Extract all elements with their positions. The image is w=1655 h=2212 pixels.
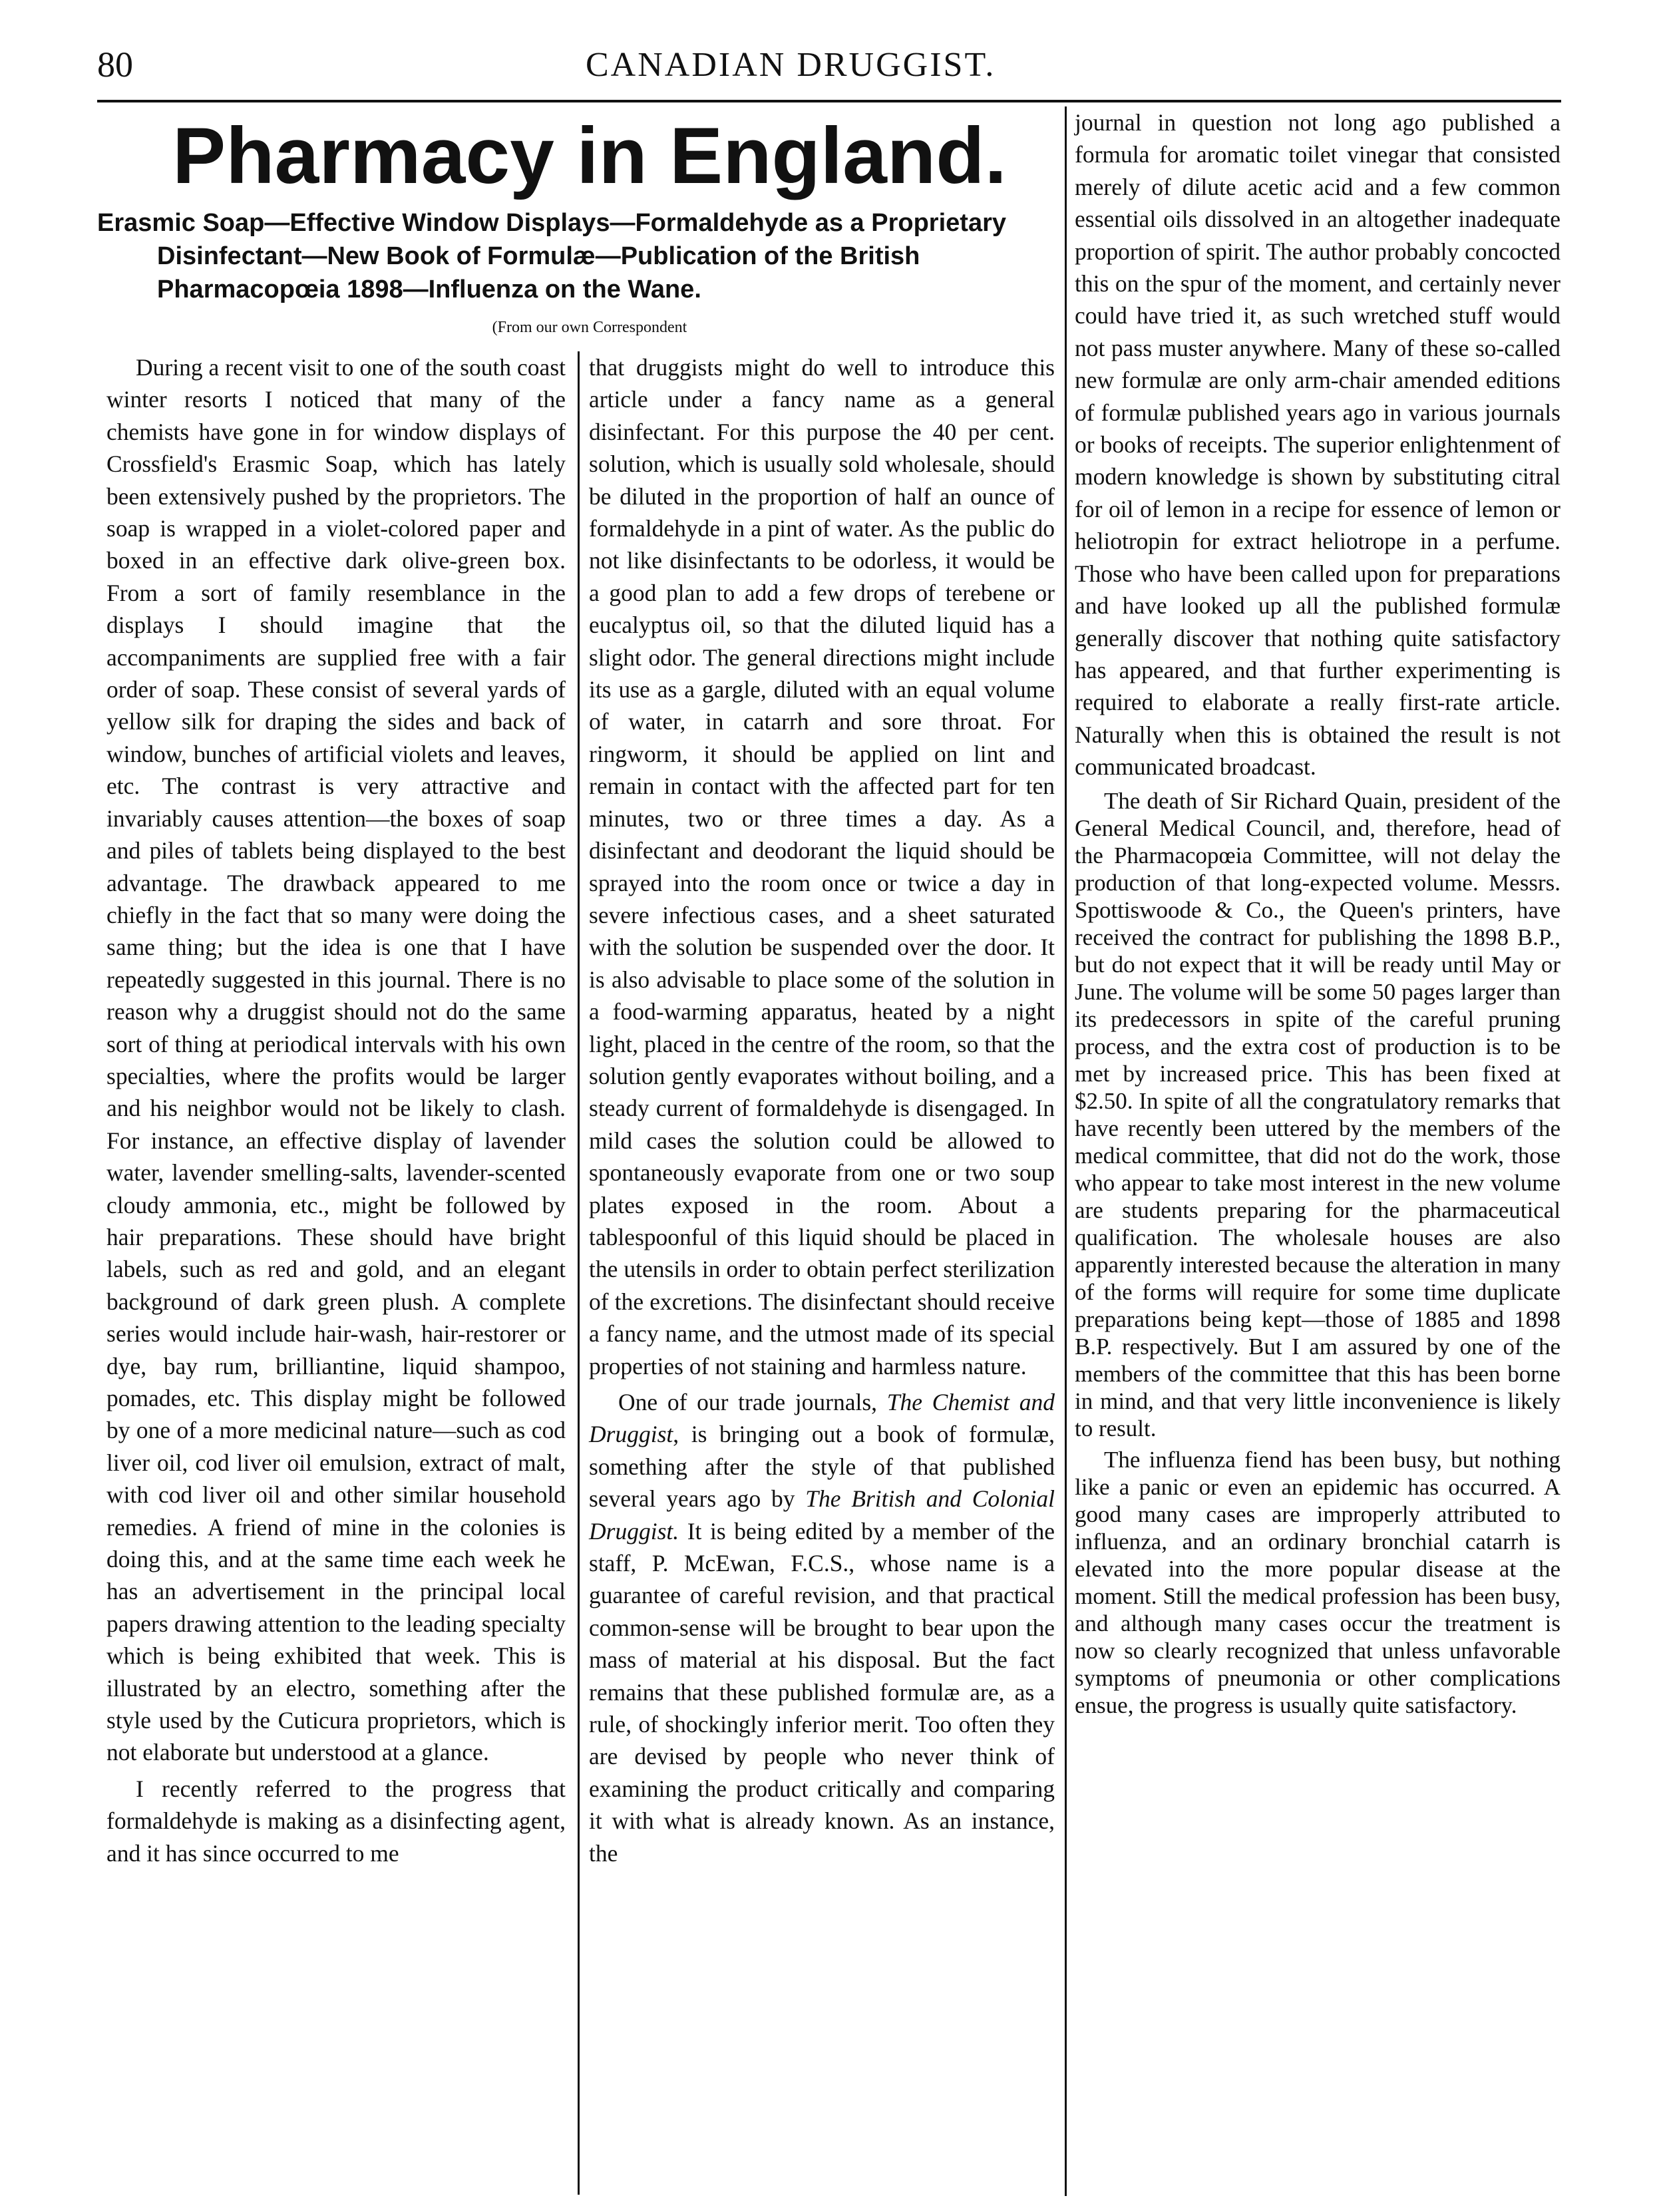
journal-title: The British and Colonial Druggist. <box>589 1485 1055 1545</box>
article-title: Pharmacy in England. <box>172 111 1007 200</box>
paragraph: that druggists might do well to introduce this article under a fancy name as a general disinfectant. For this purpose the 40 per cent. solution, which is usually sold wholesale, should be diluted in the proportion of half an ounce of formaldehyde in a pint of water. As the public do not like disinfectants to be odorless, it would be a good plan to add a few drops of terebene or eucalyptus oil, so that the diluted liquid has a slight odor. The general directions might include its use as a gargle, diluted with an equal volume of water, in catarrh and sore throat. For ringworm, it should be applied on lint and remain in contact with the affected part for ten minutes, two or three times a day. As a disinfectant and deodorant the liquid should be sprayed into the room once or twice a day in severe infectious cases, and a sheet saturated with the solution be suspended over the door. It is also advisable to place some of the solution in a food-warming apparatus, heated by a night light, placed in the centre of the room, so that the solution gently evaporates without boiling, and a steady current of formaldehyde is disengaged. In mild cases the solution could be allowed to spontaneously evaporate from one or two soup plates exposed in the room. About a tablespoonful of this liquid should be placed in the utensils in order to obtain perfect sterilization of the excretions. The disinfectant should receive a fancy name, and the utmost made of its special properties of not staining and harmless nature. <box>589 354 1055 1380</box>
paragraph: I recently referred to the progress that formaldehyde is making as a disinfecting agent, and it has since occurred to me <box>106 1775 566 1867</box>
running-head: CANADIAN DRUGGIST. <box>586 46 996 84</box>
paragraph: During a recent visit to one of the south coast winter resorts I noticed that many of the chemists have gone in for window displays of Crossfield's Erasmic Soap, which has lately been extensively pushed by the proprietors. The soap is wrapped in a violet-colored paper and boxed in an effective dark olive-green box. From a sort of family resemblance in the displays I should imagine that the accompaniments are supplied free with a fair order of soap. These consist of several yards of yellow silk for draping the sides and back of window, bunches of artificial violets and leaves, etc. The contrast is very attractive and invariably causes attention—the boxes of soap and piles of tablets being displayed to the best advantage. The drawback appeared to me chiefly in the fact that so many were doing the same thing; but the idea is one that I have repeatedly suggested in this journal. There is no reason why a druggist should not do the same sort of thing at periodical intervals with his own specialties, where the profits would be larger and his neighbor would not be likely to clash. For instance, an effective display of lavender water, lavender smelling-salts, lavender-scented cloudy ammonia, etc., might be followed by hair preparations. These should have bright labels, such as red and gold, and an elegant background of dark green plush. A complete series would include hair-wash, hair-restorer or dye, bay rum, brilliantine, liquid shampoo, pomades, etc. This display might be followed by one of a more medicinal nature—such as cod liver oil, cod liver oil emulsion, extract of malt, with cod liver oil and other similar household remedies. A friend of mine in the colonies is doing this, and at the same time each week he has an advertisement in the principal local papers drawing attention to the leading specialty which is being exhibited that week. This is illustrated by an electro, something after the style used by the Cuticura proprietors, which is not elaborate but understood at a glance. <box>106 354 566 1766</box>
column-divider <box>1065 106 1067 2196</box>
column-divider <box>578 351 580 2195</box>
page-number: 80 <box>97 45 133 85</box>
text-run: , is bringing out a book of formulæ, something after the style of that published several years ago by <box>589 1421 1055 1513</box>
article-byline: (From our own Correspondent <box>492 319 687 336</box>
column-2 <box>589 351 1055 1869</box>
header-rule <box>97 100 1561 102</box>
paragraph <box>589 1386 1055 1869</box>
article-subtitle: Erasmic Soap—Effective Window Displays—Formaldehyde as a Proprietary Disinfectant—New Book of Formulæ—Publication of the British Pharmacopœia 1898—Influenza on the Wane. <box>97 209 1006 303</box>
paragraph: The influenza fiend has been busy, but nothing like a panic or even an epidemic has occurred. A good many cases are improperly attributed to influenza, and an ordinary bronchial catarrh is elevated into the more popular disease at the moment. Still the medical profession has been busy, and although many cases occur the treatment is now so clearly recognized that unless unfavorable symptoms of pneumonia or other complications ensue, the progress is usually quite satisfactory. <box>1075 1446 1561 1718</box>
text-run: One of our trade journals, <box>618 1389 887 1415</box>
column-3 <box>1075 106 1561 1719</box>
text-run: It is being edited by a member of the staff, P. McEwan, F.C.S., whose name is a guarantee of careful revision, and that practical common-sense will be brought to bear upon the mass of material at his disposal. But the fact remains that these published formulæ are, as a rule, of shockingly inferior merit. Too often they are devised by people who never think of examining the product critically and comparing it with what is already known. As an instance, the <box>589 1517 1055 1867</box>
column-1 <box>106 351 566 1869</box>
journal-title: The Chemist and Druggist <box>589 1389 1055 1448</box>
paragraph: The death of Sir Richard Quain, president of the General Medical Council, and, therefore, head of the Pharmacopœia Committee, will not delay the production of that long-expected volume. Messrs. Spottiswoode & Co., the Queen's printers, have received the contract for publishing the 1898 B.P., but do not expect that it will be ready until May or June. The volume will be some 50 pages larger than its predecessors in spite of the careful pruning process, and the extra cost of production is to be met by increased price. This has been fixed at $2.50. In spite of all the congratulatory remarks that have recently been uttered by the members of the medical committee, that did not do the work, those who appear to take most interest in the new volume are students preparing for the pharmaceutical qualification. The wholesale houses are also apparently interested because the alteration in many of the forms will require for some time duplicate preparations being kept—those of 1885 and 1898 B.P. respectively. But I am assured by one of the members of the committee that this has been borne in mind, and that very little inconvenience is likely to result. <box>1075 787 1561 1441</box>
paragraph: journal in question not long ago published a formula for aromatic toilet vinegar that consisted merely of dilute acetic acid and a few common essential oils dissolved in an altogether inadequate proportion of spirit. The author probably concocted this on the spur of the moment, and certainly never could have tried it, as such wretched stuff would not pass muster anywhere. Many of these so-called new formulæ are only arm-chair amended editions of formulæ published years ago in various journals or books of receipts. The superior enlightenment of modern knowledge is shown by substituting citral for oil of lemon in a recipe for essence of lemon or heliotropin for extract heliotrope in a perfume. Those who have been called upon for preparations and have looked up all the published formulæ generally discover that nothing quite satisfactory has appeared, and that further experimenting is required to elaborate a really first-rate article. Naturally when this is obtained the result is not communicated broadcast. <box>1075 109 1561 781</box>
